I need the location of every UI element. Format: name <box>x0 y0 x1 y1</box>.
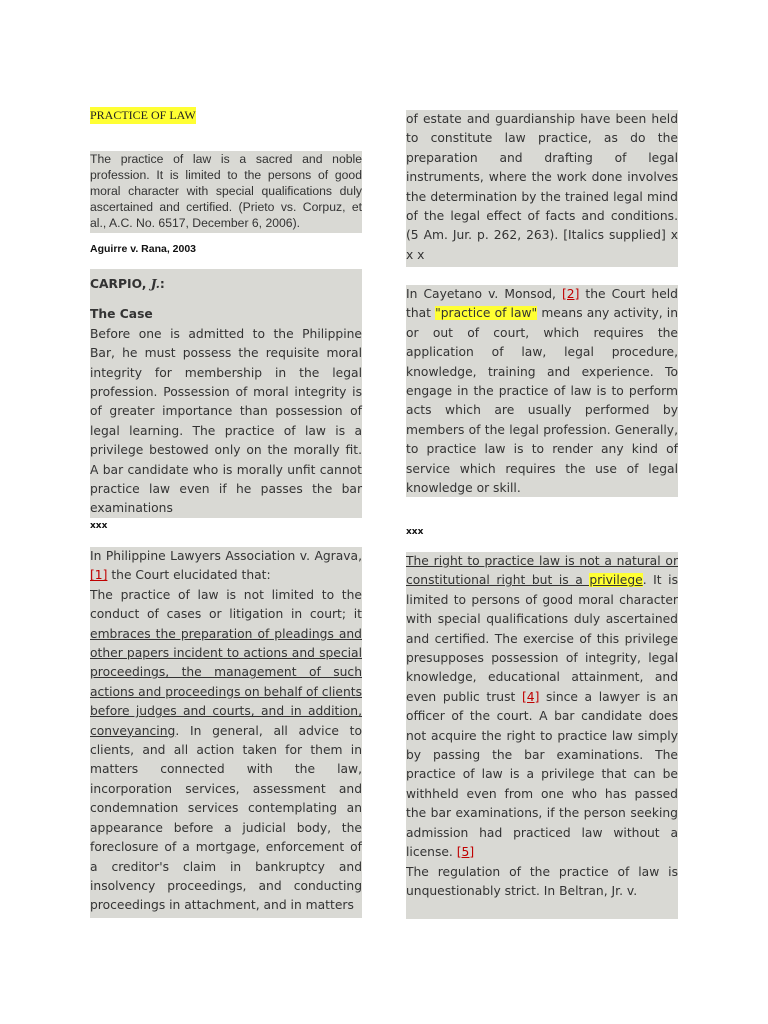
case-excerpt-block <box>90 269 362 518</box>
document-title: PRACTICE OF LAW <box>90 108 196 122</box>
footnote-link-5[interactable]: [5] <box>456 845 475 860</box>
agrava-quote-paragraph: The practice of law is not limited to the conduct of cases or litigation in court; it embraces the preparation of pleadings and other papers incident to actions and special proceedings, the management of such actions and proceedings on behalf of clients before judges and courts, and in addition, conveyancing. In general, all advice to clients, and all action taken for them in matters connected with the law, incorporation services, assessment and condemnation services contemplating an appearance before a judicial body, the foreclosure of a mortgage, enforcement of a creditor's claim in bankruptcy and insolvency proceedings, and conducting proceedings in attachment, and in matters <box>90 587 362 913</box>
privilege-excerpt-block: The right to practice law is not a natural or constitutional right but is a privilege. It is limited to persons of good moral character with special qualifications duly ascertained and certified. The exercise of this privilege presupposes possession of integrity, legal knowledge, educational attainment, and even public trust [4] since a lawyer is an officer of the court. A bar candidate does not acquire the right to practice law simply by passing the bar examinations. The practice of law is a privilege that can be withheld even from one who has passed the bar examinations, if the person seeking admission had practiced law without a license. [5] The regulation of the practice of law is unquestionably strict. In Beltran, Jr. v. <box>406 552 678 919</box>
underlined-passage: The right to practice law is not a natural or constitutional right but is a <box>406 554 678 588</box>
agrava-intro-paragraph: In Philippine Lawyers Association v. Agrava, [1] the Court elucidated that: <box>90 549 362 583</box>
underlined-passage: embraces the preparation of pleadings and other papers incident to actions and special proceedings, the management of such actions and proceedings on behalf of clients before judges and courts, and in addition, conveyancing <box>90 626 362 738</box>
author-line: CARPIO, J.: <box>90 276 165 291</box>
footnote-link-4[interactable]: [4] <box>521 689 540 704</box>
footnote-link-2[interactable]: [2] <box>561 287 580 301</box>
case-excerpt-text: Before one is admitted to the Philippine Bar, he must possess the requisite moral integrity for membership in the legal profession. Possession of moral integrity is of greater importance than possession of legal learning. The practice of law is a privilege bestowed only on the morally fit. A bar candidate who is morally unfit cannot practice law even if he passes the bar examinations <box>90 326 362 516</box>
case-citation: Aguirre v. Rana, 2003 <box>90 243 197 255</box>
footnote-link-1[interactable]: [1] <box>90 568 108 583</box>
omission-marker: xxx <box>90 521 108 531</box>
continued-excerpt-block: of estate and guardianship have been held to constitute law practice, as do the preparation and drafting of legal instruments, where the work done involves the determination by the trained legal mind of the legal effect of facts and conditions. (5 Am. Jur. p. 262, 263). [Italics supplied] x x x <box>406 110 678 267</box>
highlighted-word: privilege <box>589 573 643 588</box>
section-heading: The Case <box>90 307 153 322</box>
highlighted-phrase: "practice of law" <box>435 306 538 321</box>
intro-paragraph: The practice of law is a sacred and noble profession. It is limited to the persons of good moral character with special qualifications duly ascertained and certified. (Prieto vs. Corpuz, et al., A.C. No. 6517, December 6, 2006). <box>90 151 362 233</box>
agrava-excerpt-block <box>90 547 362 918</box>
omission-marker: xxx <box>406 527 424 537</box>
monsod-excerpt-block: In Cayetano v. Monsod, [2] the Court held that "practice of law" means any activity, in or out of court, which requires the application of law, legal procedure, knowledge, training and experience. To engage in the practice of law is to perform acts which are usually performed by members of the legal profession. Generally, to practice law is to render any kind of service which requires the use of legal knowledge or skill. <box>406 287 678 496</box>
